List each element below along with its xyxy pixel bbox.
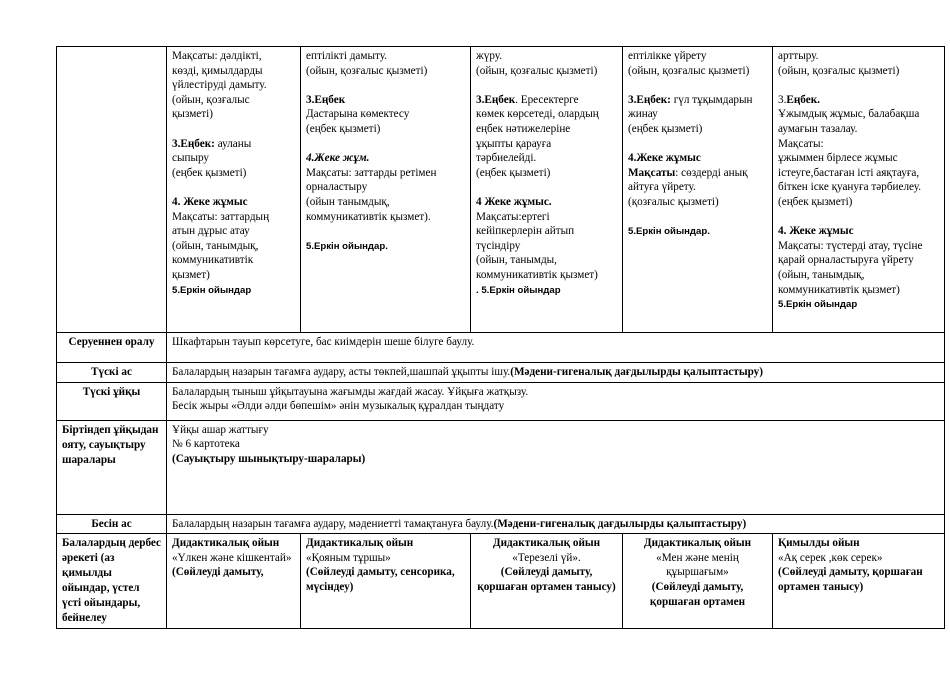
free-games-label: 5.Еркін ойындар [172, 284, 252, 296]
wakeup-line-1: Ұйқы ашар жаттығу [172, 423, 269, 436]
line-text: (еңбек қызметі) [172, 166, 247, 179]
line-text: (еңбек қызметі) [306, 122, 381, 135]
free-games-label: 5.Еркін ойындар. [628, 226, 710, 238]
bold-heading: 4.Жеке жұмыс [628, 152, 701, 165]
activity-line [778, 195, 939, 210]
row-text [167, 514, 945, 534]
line-text: (еңбек қызметі) [476, 166, 551, 179]
activity-line [778, 49, 939, 64]
activity-line [476, 283, 617, 299]
activity-col-3 [471, 47, 623, 333]
activity-line [476, 166, 617, 181]
line-text: жүру. [476, 50, 503, 62]
blank-line [306, 137, 465, 152]
activity-line [172, 93, 295, 108]
line-text: (ойын, қозғалыс қызметі) [476, 64, 598, 77]
nap-row [57, 382, 945, 420]
line-text: сыпыру [172, 152, 210, 165]
game-cell-3 [471, 534, 623, 629]
wakeup-line-2: № 6 картотека [172, 438, 240, 451]
activity-line [172, 239, 295, 254]
daily-plan-table [56, 46, 945, 629]
line-text: кейіпкерлерін айтып [476, 225, 575, 238]
line-text: қарай орналастыруға үйрету [778, 254, 914, 267]
bold-heading: 3.Еңбек [306, 93, 346, 106]
line-text: түсіндіру [476, 239, 521, 252]
activity-line [306, 93, 465, 108]
activity-line [628, 93, 767, 108]
line-text: Мақсаты: түстерді атау, түсіне [778, 239, 923, 252]
game-goal: (Сөйлеуді дамыту, [172, 566, 264, 579]
activity-line [476, 122, 617, 137]
activity-line [172, 49, 295, 64]
activity-line [306, 195, 465, 210]
game-title: «Ақ серек ,көк серек» [778, 551, 883, 564]
lunch-row [57, 363, 945, 383]
line-text: Мақсаты: [778, 137, 824, 150]
activity-line [476, 49, 617, 64]
line-text: (ойын, қозғалыс қызметі) [306, 64, 428, 77]
activity-line [628, 151, 767, 166]
line-text: (ойын, танымды, [476, 254, 557, 267]
activity-line [476, 151, 617, 166]
activity-line [476, 137, 617, 152]
game-goal: (Сөйлеуді дамыту, сенсорика, мүсіндеу) [306, 566, 455, 593]
bold-heading: Мақсаты [628, 166, 676, 179]
activity-line [172, 151, 295, 166]
activity-line [628, 49, 767, 64]
line-text: істеуге,бастаған істі аяқтауға, [778, 166, 920, 179]
game-title: «Мен және менің құыршағым» [656, 551, 739, 579]
activity-line [172, 107, 295, 122]
activity-line [628, 180, 767, 195]
game-title: «Қояным тұршы» [306, 551, 391, 564]
line-text: еңбек нәтижелеріне [476, 122, 571, 135]
line-text: ұжыммен бірлесе жұмыс [778, 152, 898, 165]
bold-heading: Еңбек. [786, 93, 820, 106]
blank-line [778, 210, 939, 225]
blank-line [172, 122, 295, 137]
row-text [167, 363, 945, 383]
free-games-label: 5.Еркін ойындар [778, 299, 858, 311]
game-type: Дидактикалық ойын [492, 537, 601, 550]
game-goal: (Сөйлеуді дамыту, қоршаған ортамен танысу) [778, 566, 923, 593]
line-text: көмек көрсетеді, олардың [476, 108, 599, 121]
line-text: (ойын, танымдық, [778, 268, 865, 281]
activity-line [306, 151, 465, 166]
row-label: Біртіндеп ұйқыдан ояту, сауықтыру шаралары [57, 420, 167, 514]
activity-col-1 [167, 47, 301, 333]
game-cell-1 [167, 534, 301, 629]
activity-line [476, 210, 617, 225]
bold-heading: 4. Жеке жұмыс [778, 225, 854, 238]
line-text: (ойын, қозғалыс қызметі) [628, 64, 750, 77]
line-text: ептілікке үйрету [628, 50, 707, 62]
activity-line [172, 253, 295, 268]
activity-line [778, 224, 939, 239]
line-text: коммуникативтік қызмет). [306, 210, 431, 223]
blank-line [476, 180, 617, 195]
activity-line [172, 224, 295, 239]
activity-line [628, 224, 767, 240]
game-cell-2 [301, 534, 471, 629]
line-text: Мақсаты: дәлдікті, [172, 50, 262, 62]
activity-line [778, 137, 939, 152]
line-text: орналастыру [306, 181, 368, 194]
activity-line [306, 122, 465, 137]
snack-row [57, 514, 945, 534]
line-text: Мақсаты: заттардың [172, 210, 270, 223]
bold-heading: 4 Жеке жұмыс. [476, 195, 552, 208]
game-title: «Үлкен және кішкентай» [172, 551, 292, 564]
activity-line [306, 49, 465, 64]
line-text: коммуникативтік қызмет) [778, 283, 900, 296]
activity-line [476, 195, 617, 210]
activity-line [172, 137, 295, 152]
activity-col-4 [623, 47, 773, 333]
activity-line [306, 107, 465, 122]
row-text [167, 382, 945, 420]
blank-line [172, 180, 295, 195]
blank-line [306, 78, 465, 93]
line-text: атын дұрыс атау [172, 225, 250, 238]
snack-goal: (Мәдени-гигеналық дағдылырды қалыптастыру) [493, 517, 747, 530]
activity-line [476, 93, 617, 108]
activity-line [778, 107, 939, 122]
game-title: «Терезелі үй». [512, 551, 581, 564]
line-text: (еңбек қызметі) [628, 122, 703, 135]
activity-line [628, 122, 767, 137]
line-text: коммуникативтік [172, 254, 254, 267]
bold-heading: 3.Еңбек [476, 93, 516, 106]
activity-line [476, 253, 617, 268]
activity-line [778, 122, 939, 137]
line-text: 3. [778, 93, 787, 106]
bold-heading: 3.Еңбек: [172, 137, 215, 150]
nap-line-1: Балалардың тыныш ұйқытауына жағымды жағдай жасау. Ұйқыға жатқызу. [172, 385, 529, 398]
activity-line [306, 180, 465, 195]
activity-line [476, 107, 617, 122]
return-walk-row [57, 333, 945, 363]
activity-line [476, 268, 617, 283]
wakeup-row [57, 420, 945, 514]
activity-line [628, 166, 767, 181]
line-text: Мақсаты: заттарды ретімен [306, 166, 437, 179]
snack-text: Балалардың назарын тағамға аудару, мәдениетті тамақтануға баулу. [172, 517, 494, 530]
lunch-text: Балалардың назарын тағамға аудару, асты төкпей,шашпай ұқыпты ішу. [172, 366, 511, 378]
line-text: (ойын, танымдық, [172, 239, 259, 252]
line-text: қызметі) [172, 108, 213, 121]
line-text: Мақсаты:ертегі [476, 210, 550, 223]
row-label: Түскі ас [57, 363, 167, 383]
blank-line [306, 224, 465, 239]
activity-line [306, 239, 465, 255]
activity-line [778, 253, 939, 268]
activity-line [172, 268, 295, 283]
activity-line [172, 64, 295, 79]
row-text: Шкафтарын тауып көрсетуге, бас киімдерін шеше білуге баулу. [167, 333, 945, 363]
game-goal: (Сөйлеуді дамыту, қоршаған ортамен танысу) [477, 566, 616, 593]
line-text: коммуникативтік қызмет) [476, 268, 598, 281]
activity-row [57, 47, 945, 333]
activity-row-label-cell [57, 47, 167, 333]
row-label: Түскі ұйқы [57, 382, 167, 420]
activity-line [778, 64, 939, 79]
line-text: арттыру. [778, 50, 819, 62]
activity-line [172, 210, 295, 225]
activity-line [778, 239, 939, 254]
activity-line [172, 283, 295, 299]
game-type: Дидактикалық ойын [306, 537, 414, 550]
line-text: гүл тұқымдарын [670, 93, 753, 106]
activity-line [778, 151, 939, 166]
activity-line [778, 283, 939, 298]
activity-col-5 [773, 47, 945, 333]
activity-line [628, 195, 767, 210]
bold-heading: 3.Еңбек: [628, 93, 671, 106]
game-cell-5 [773, 534, 945, 629]
activity-line [476, 224, 617, 239]
line-text: (ойын, қозғалыс қызметі) [778, 64, 900, 77]
row-label: Серуеннен оралу [57, 333, 167, 363]
line-text: жинау [628, 108, 658, 121]
game-cell-4 [623, 534, 773, 629]
activity-line [306, 64, 465, 79]
line-text: (еңбек қызметі) [778, 195, 853, 208]
row-text [167, 420, 945, 514]
activity-line [172, 78, 295, 93]
independent-activity-row [57, 534, 945, 629]
activity-line [778, 297, 939, 313]
line-text: : сөздерді анық [675, 166, 748, 179]
line-text: Дастарына көмектесу [306, 108, 410, 121]
bold-heading: 4.Жеке жұм. [306, 152, 370, 165]
bold-heading: 4. Жеке жұмыс [172, 195, 248, 208]
line-text: ұқыпты қарауға [476, 137, 552, 150]
line-text: үйлестіруді дамыту. [172, 79, 267, 92]
line-text: тәрбиелейді. [476, 152, 537, 165]
activity-line [306, 166, 465, 181]
activity-line [628, 107, 767, 122]
line-text: қызмет) [172, 268, 210, 281]
free-games-label: 5.Еркін ойындар. [306, 240, 388, 252]
line-text: Ұжымдық жұмыс, балабақша [778, 108, 920, 121]
line-text: көзді, қимылдарды [172, 64, 263, 77]
line-text: ауланы [214, 137, 252, 150]
activity-line [778, 180, 939, 195]
blank-line [628, 210, 767, 225]
row-label: Балалардың дербес әрекеті (аз қимылды ойындар, үстел үсті ойындары, бейнелеу [57, 534, 167, 629]
activity-line [306, 210, 465, 225]
activity-line [628, 64, 767, 79]
wakeup-goal: (Сауықтыру шынықтыру-шаралары) [172, 452, 366, 465]
line-text: (қозғалыс қызметі) [628, 195, 719, 208]
activity-line [778, 268, 939, 283]
activity-line [778, 93, 939, 108]
line-text: . Ересектерге [515, 93, 579, 106]
blank-line [778, 78, 939, 93]
blank-line [476, 78, 617, 93]
free-games-label: . 5.Еркін ойындар [476, 284, 561, 296]
line-text: біткен іске қуануға тәрбиелеу. [778, 181, 921, 194]
game-type: Қимылды ойын [778, 537, 860, 550]
activity-line [172, 195, 295, 210]
blank-line [628, 78, 767, 93]
line-text: (ойын, қозғалыс [172, 93, 250, 106]
game-type: Дидактикалық ойын [172, 537, 280, 550]
lunch-goal: (Мәдени-гигеналық дағдылырды қалыптастыру) [510, 366, 763, 378]
line-text: ептілікті дамыту. [306, 50, 387, 62]
line-text: (ойын танымдық, [306, 195, 390, 208]
blank-line [628, 137, 767, 152]
game-type: Дидактикалық ойын [643, 537, 752, 550]
activity-line [172, 166, 295, 181]
nap-line-2: Бесік жыры «Әлди әлди бөпешім» әнін музыкалық құралдан тыңдату [172, 400, 505, 413]
activity-line [476, 64, 617, 79]
activity-line [476, 239, 617, 254]
line-text: аумағын тазалау. [778, 122, 858, 135]
row-label: Бесін ас [57, 514, 167, 534]
line-text: айтуға үйрету. [628, 181, 696, 194]
game-goal: (Сөйлеуді дамыту, қоршаған ортамен [649, 580, 746, 608]
activity-col-2 [301, 47, 471, 333]
activity-line [778, 166, 939, 181]
